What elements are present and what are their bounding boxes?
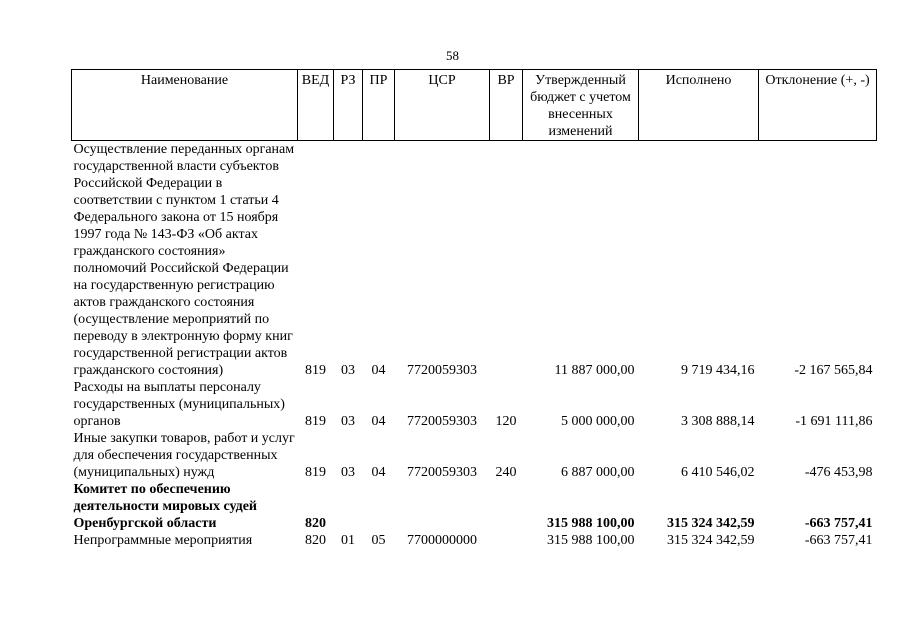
cell-name: Непрограммные мероприятия (73, 533, 253, 548)
cell-deviation: -663 757,41 (804, 533, 873, 548)
cell-rz (334, 481, 363, 532)
cell-name: Расходы на выплаты персоналу государственных (муниципальных) органов (73, 380, 285, 429)
header-approved: Утвержденный бюджет с учетом внесенных изменений (523, 70, 639, 141)
cell-executed: 6 410 546,02 (681, 465, 755, 480)
header-ved: ВЕД (298, 70, 334, 141)
cell-deviation: -476 453,98 (804, 465, 873, 480)
cell-vr: 240 (495, 465, 517, 480)
cell-approved: 6 887 000,00 (561, 465, 635, 480)
cell-ved: 819 (305, 363, 326, 378)
cell-approved: 11 887 000,00 (554, 363, 635, 378)
table-body (72, 141, 877, 550)
header-pr: ПР (363, 70, 395, 141)
cell-ved: 820 (305, 516, 326, 531)
table-row (72, 430, 877, 481)
cell-vr (490, 532, 523, 549)
cell-ved: 819 (305, 414, 326, 429)
cell-pr (363, 481, 395, 532)
table-row (72, 532, 877, 549)
cell-vr: 120 (495, 414, 517, 429)
header-executed: Исполнено (639, 70, 759, 141)
cell-rz: 03 (341, 414, 355, 429)
cell-executed: 3 308 888,14 (681, 414, 755, 429)
cell-rz: 03 (341, 465, 355, 480)
cell-vr (490, 481, 523, 532)
cell-approved: 315 988 100,00 (547, 516, 635, 531)
cell-csr: 7700000000 (407, 533, 477, 548)
cell-executed: 315 324 342,59 (667, 533, 755, 548)
cell-name: Комитет по обеспечению деятельности мировых судей Оренбургской области (73, 482, 257, 531)
cell-pr: 04 (371, 465, 386, 480)
header-rz: РЗ (334, 70, 363, 141)
page-number: 58 (446, 48, 459, 63)
cell-csr (395, 481, 490, 532)
budget-table (71, 69, 877, 549)
cell-ved: 819 (305, 465, 326, 480)
cell-csr: 7720059303 (407, 363, 477, 378)
cell-pr: 05 (371, 533, 386, 548)
cell-csr: 7720059303 (407, 465, 477, 480)
cell-executed: 315 324 342,59 (667, 516, 755, 531)
cell-rz: 01 (341, 533, 355, 548)
cell-approved: 5 000 000,00 (561, 414, 635, 429)
cell-deviation: -2 167 565,84 (794, 363, 873, 378)
cell-deviation: -663 757,41 (804, 516, 873, 531)
cell-approved: 315 988 100,00 (547, 533, 635, 548)
cell-deviation: -1 691 111,86 (795, 414, 873, 429)
cell-csr: 7720059303 (407, 414, 477, 429)
header-name: Наименование (72, 70, 298, 141)
cell-rz: 03 (341, 363, 355, 378)
cell-pr: 04 (371, 414, 386, 429)
header-vr: ВР (490, 70, 523, 141)
cell-pr: 04 (371, 363, 386, 378)
table-row (72, 141, 877, 380)
cell-name: Осуществление переданных органам государственной власти субъектов Российской Федерации в соответствии с пунктом 1 статьи 4 Федерального закона от 15 ноября 1997 года № 143-ФЗ «Об актах гражданского состояния» полномочий Российской Федерации на государственную регистрацию актов гражданского состояния (осуществление мероприятий по переводу в электронную форму книг государственной регистрации актов гражданского состояния) (73, 142, 295, 378)
header-deviation: Отклонение (+, -) (759, 70, 877, 141)
cell-name: Иные закупки товаров, работ и услуг для обеспечения государственных (муниципальных) нужд (73, 431, 295, 480)
table-row (72, 379, 877, 430)
table-header (72, 70, 877, 141)
cell-executed: 9 719 434,16 (681, 363, 755, 378)
table-row (72, 481, 877, 532)
header-csr: ЦСР (395, 70, 490, 141)
cell-vr (490, 141, 523, 380)
cell-ved: 820 (305, 533, 326, 548)
